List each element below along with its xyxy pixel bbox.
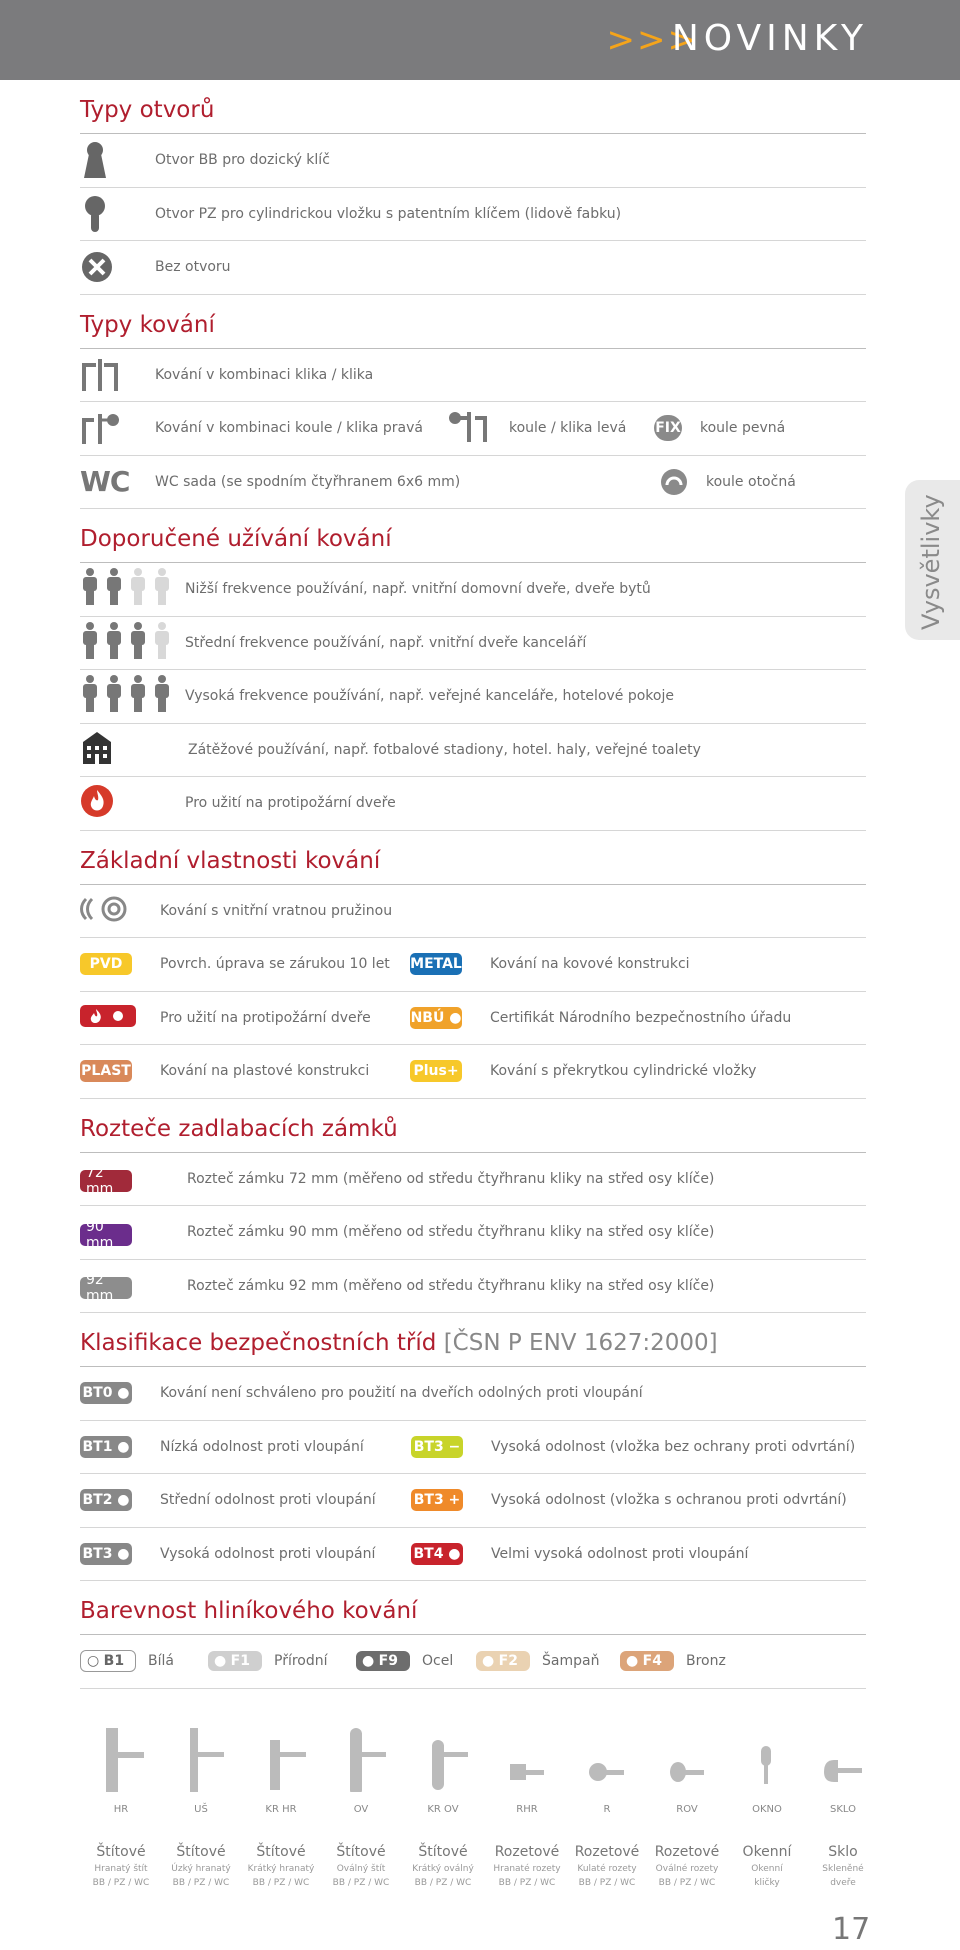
- hardware-name: Rozetové: [574, 1844, 640, 1860]
- hardware-variants: BB / PZ / WC: [92, 1878, 150, 1888]
- list-item: [80, 777, 866, 831]
- no-hole-icon: [80, 250, 114, 284]
- list-item-text: Bez otvoru: [155, 259, 231, 276]
- list-item-text: WC sada (se spodním čtyřhranem 6x6 mm): [155, 473, 461, 490]
- person-icon: [131, 675, 145, 712]
- rosette-square-icon: [486, 1712, 568, 1792]
- fire-icon: [80, 784, 114, 818]
- bt2-badge: BT2 ●: [80, 1489, 132, 1511]
- person-icon: [107, 622, 121, 659]
- list-item-text: Povrch. úprava se zárukou 10 let: [160, 956, 390, 973]
- hardware-desc: Hranaté rozety: [493, 1864, 561, 1874]
- section-usage: [80, 509, 866, 563]
- lever-lever-icon: [80, 357, 120, 393]
- swatch-name: Šampaň: [542, 1653, 600, 1670]
- person-icon: [107, 675, 121, 712]
- bt0-badge: BT0 ●: [80, 1382, 132, 1404]
- section-title: Typy otvorů: [80, 97, 215, 123]
- list-item-text: Rozteč zámku 90 mm (měřeno od středu čtyřhranu kliky na střed osy klíče): [187, 1224, 715, 1241]
- hardware-variants: BB / PZ / WC: [252, 1878, 310, 1888]
- plate-short-square-icon: [240, 1712, 322, 1792]
- hardware-code: RHR: [516, 1804, 538, 1815]
- list-item-text: Rozteč zámku 72 mm (měřeno od středu čtyřhranu kliky na střed osy klíče): [187, 1170, 715, 1187]
- hardware-variants: BB / PZ / WC: [414, 1878, 472, 1888]
- hardware-code: SKLO: [830, 1804, 856, 1815]
- color-swatch-f1: ● F1: [208, 1651, 262, 1671]
- swatch-name: Bílá: [148, 1653, 174, 1670]
- hardware-name: Štítové: [256, 1844, 306, 1860]
- list-item: [80, 885, 866, 939]
- people-icon-group: [80, 674, 176, 714]
- hardware-desc: Oválné rozety: [655, 1864, 719, 1874]
- hardware-desc: Kulaté rozety: [577, 1864, 637, 1874]
- swatch-name: Přírodní: [274, 1653, 328, 1670]
- hardware-name: Štítové: [176, 1844, 226, 1860]
- list-item-text: Nízká odolnost proti vloupání: [160, 1438, 364, 1455]
- hardware-variants: BB / PZ / WC: [172, 1878, 230, 1888]
- hardware-variants: kličky: [754, 1878, 780, 1888]
- plate-oval-icon: [320, 1712, 402, 1792]
- list-item: [80, 992, 866, 1046]
- hardware-code: KR OV: [427, 1804, 459, 1815]
- person-icon: [107, 568, 121, 605]
- section-security: [80, 1313, 866, 1367]
- person-icon: [83, 568, 97, 605]
- hardware-code: R: [603, 1804, 611, 1815]
- list-item: [80, 1367, 866, 1421]
- spring-icon: [80, 895, 136, 923]
- section-title: Doporučené užívání kování: [80, 526, 392, 552]
- list-item-text: Rozteč zámku 92 mm (měřeno od středu čtyřhranu kliky na střed osy klíče): [187, 1277, 715, 1294]
- swatch-name: Ocel: [422, 1653, 454, 1670]
- hardware-variants: BB / PZ / WC: [578, 1878, 636, 1888]
- list-item-text: Kování s vnitřní vratnou pružinou: [160, 902, 393, 919]
- swatch-code: F9: [378, 1653, 398, 1670]
- bt3-plus-badge: BT3 +: [411, 1489, 463, 1511]
- section-hole-types: [80, 80, 866, 134]
- knob-lever-left-icon: [447, 408, 489, 444]
- usage-people-4: [80, 674, 185, 718]
- section-title-sub: [ČSN P ENV 1627:2000]: [443, 1330, 718, 1356]
- hardware-name: Sklo: [828, 1844, 858, 1860]
- person-icon: [155, 622, 169, 659]
- hardware-name: Rozetové: [494, 1844, 560, 1860]
- section-spacing: [80, 1099, 866, 1153]
- list-item: [80, 1421, 866, 1475]
- plate-narrow-icon: [160, 1712, 242, 1792]
- list-item: [80, 938, 866, 992]
- hardware-desc: Okenní: [751, 1864, 783, 1874]
- section-title: [80, 1330, 718, 1356]
- list-item: [80, 1206, 866, 1260]
- plate-short-oval-icon: [402, 1712, 484, 1792]
- hardware-item: [240, 1712, 322, 1888]
- color-swatches: [80, 1635, 866, 1689]
- hardware-variants: BB / PZ / WC: [498, 1878, 556, 1888]
- section-title: Barevnost hliníkového kování: [80, 1598, 418, 1624]
- hardware-code: HR: [113, 1804, 129, 1815]
- plast-badge: PLAST: [80, 1060, 132, 1082]
- list-item: [80, 1260, 866, 1314]
- section-title-main: Klasifikace bezpečnostních tříd: [80, 1330, 437, 1356]
- hardware-code: UŠ: [194, 1804, 208, 1815]
- plus-badge: Plus +: [410, 1060, 462, 1082]
- list-item-text: Kování na kovové konstrukci: [490, 956, 690, 973]
- nbu-badge-label: NBÚ: [410, 1009, 445, 1026]
- hardware-item: [646, 1712, 728, 1888]
- building-icon: [80, 730, 114, 766]
- list-item-text: koule pevná: [700, 420, 786, 437]
- hardware-code: KR HR: [265, 1804, 297, 1815]
- hardware-item: [402, 1712, 484, 1888]
- person-icon: [155, 568, 169, 605]
- hardware-item: [160, 1712, 242, 1888]
- person-icon: [131, 568, 145, 605]
- bt3-label: BT3: [413, 1492, 444, 1509]
- hardware-code: OKNO: [752, 1804, 782, 1815]
- knob-lever-right-icon: [80, 410, 122, 446]
- list-item: [80, 724, 866, 778]
- hardware-item: [320, 1712, 402, 1888]
- side-tab: [905, 480, 960, 640]
- list-item: [80, 1474, 866, 1528]
- list-item-text: Kování v kombinaci koule / klika pravá: [155, 420, 423, 437]
- list-item-text: Otvor PZ pro cylindrickou vložku s patentním klíčem (lidově fabku): [155, 205, 622, 222]
- wc-icon: WC: [80, 465, 130, 499]
- people-icon-group: [80, 567, 176, 607]
- bt4-label: BT4: [413, 1545, 444, 1562]
- page-number: 17: [832, 1912, 871, 1947]
- hardware-item: [726, 1712, 808, 1888]
- hardware-desc: Oválný štít: [336, 1864, 386, 1874]
- color-swatch-f4: ● F4: [620, 1651, 674, 1671]
- list-item-text: Pro užití na protipožární dveře: [160, 1009, 371, 1026]
- list-item: [80, 563, 866, 617]
- usage-people-3: [80, 621, 185, 665]
- list-item-text: Velmi vysoká odolnost proti vloupání: [491, 1545, 749, 1562]
- hardware-item: [486, 1712, 568, 1888]
- list-item-text: Kování není schváleno pro použití na dveřích odolných proti vloupání: [160, 1385, 643, 1402]
- keyhole-pz-icon: [80, 194, 110, 234]
- hardware-desc: Úzký hranatý: [171, 1864, 231, 1874]
- list-item-text: koule otočná: [706, 473, 796, 490]
- list-item: [80, 617, 866, 671]
- hardware-item: [566, 1712, 648, 1888]
- rotating-knob-icon: [660, 468, 688, 496]
- list-item-text: Otvor BB pro dozický klíč: [155, 152, 330, 169]
- fix-badge: FIX: [654, 415, 682, 441]
- list-item-text: Nižší frekvence používání, např. vnitřní domovní dveře, dveře bytů: [185, 581, 651, 598]
- list-item-text: koule / klika levá: [509, 420, 627, 437]
- color-swatch-f9: ● F9: [356, 1651, 410, 1671]
- side-tab-label: Vysvětlivky: [917, 494, 945, 630]
- list-item-text: Vysoká odolnost proti vloupání: [160, 1545, 376, 1562]
- people-icon-group: [80, 621, 176, 661]
- swatch-code: B1: [103, 1653, 125, 1670]
- pvd-badge: PVD: [80, 953, 132, 975]
- header-bar: [0, 0, 960, 80]
- header-title: NOVINKY: [671, 18, 868, 59]
- list-item: [80, 1528, 866, 1582]
- list-item: [80, 1045, 866, 1099]
- list-item-text: Vysoká odolnost (vložka s ochranou proti odvrtání): [491, 1492, 847, 1509]
- hardware-name: Štítové: [96, 1844, 146, 1860]
- color-swatch-b1: ○ B1: [80, 1650, 136, 1672]
- list-item-text: Pro užití na protipožární dveře: [185, 795, 396, 812]
- swatch-code: F4: [642, 1653, 662, 1670]
- list-item-text: Certifikát Národního bezpečnostního úřadu: [490, 1009, 792, 1026]
- keyhole-bb-icon: [80, 140, 110, 180]
- bt2-label: BT2: [82, 1492, 113, 1509]
- hardware-name: Rozetové: [654, 1844, 720, 1860]
- list-item-text: Vysoká frekvence používání, např. veřejné kanceláře, hotelové pokoje: [185, 688, 674, 705]
- color-swatch-f2: ● F2: [476, 1651, 530, 1671]
- spacing-90-badge: 90 mm: [80, 1224, 132, 1246]
- bt4-badge: BT4 ●: [411, 1543, 463, 1565]
- section-fitting-types: [80, 295, 866, 349]
- list-item-text: Střední odolnost proti vloupání: [160, 1492, 376, 1509]
- metal-badge: METAL: [410, 953, 462, 975]
- list-item: [80, 1153, 866, 1207]
- list-item-text: Zátěžové používání, např. fotbalové stadiony, hotel. haly, veřejné toalety: [188, 741, 701, 758]
- list-item-text: Kování s překrytkou cylindrické vložky: [490, 1063, 757, 1080]
- bt1-label: BT1: [82, 1438, 113, 1455]
- person-icon: [83, 622, 97, 659]
- bt3-minus-badge: BT3 −: [411, 1436, 463, 1458]
- header-arrows: >>>: [606, 20, 698, 60]
- usage-people-2: [80, 567, 185, 611]
- list-item: [80, 134, 866, 188]
- list-item: [80, 670, 866, 724]
- list-item-text: Kování v kombinaci klika / klika: [155, 366, 374, 383]
- hardware-item: [802, 1712, 884, 1888]
- rosette-round-icon: [566, 1712, 648, 1792]
- list-item: [80, 188, 866, 242]
- person-icon: [83, 675, 97, 712]
- list-item-text: Kování na plastové konstrukci: [160, 1063, 370, 1080]
- hardware-name: Štítové: [336, 1844, 386, 1860]
- list-item: [80, 241, 866, 295]
- swatch-code: F1: [230, 1653, 250, 1670]
- hardware-desc: Krátký oválný: [412, 1864, 474, 1874]
- hardware-variants: BB / PZ / WC: [658, 1878, 716, 1888]
- hardware-name: Okenní: [742, 1844, 792, 1860]
- nbu-badge: NBÚ ●: [410, 1007, 462, 1029]
- section-title: Typy kování: [80, 311, 215, 338]
- list-item: [80, 402, 866, 456]
- section-title: Základní vlastnosti kování: [80, 847, 381, 874]
- swatch-code: F2: [498, 1653, 518, 1670]
- bt3-label: BT3: [413, 1438, 444, 1455]
- plus-badge-label: Plus: [413, 1063, 447, 1080]
- list-item-text: Vysoká odolnost (vložka bez ochrany proti odvrtání): [491, 1438, 856, 1455]
- hardware-types: [80, 1712, 866, 1902]
- window-handle-icon: [726, 1712, 808, 1792]
- hardware-desc: Skleněné: [822, 1864, 864, 1874]
- section-colors: [80, 1581, 866, 1635]
- legend-content: [80, 80, 866, 1689]
- section-properties: [80, 831, 866, 885]
- person-icon: [155, 675, 169, 712]
- hardware-desc: Krátký hranatý: [247, 1864, 315, 1874]
- person-icon: [131, 622, 145, 659]
- plate-square-icon: [80, 1712, 162, 1792]
- hardware-variants: dveře: [830, 1878, 856, 1888]
- rosette-oval-icon: [646, 1712, 728, 1792]
- bt3-label: BT3: [82, 1545, 113, 1562]
- bt0-label: BT0: [82, 1385, 113, 1402]
- glass-door-handle-icon: [802, 1712, 884, 1792]
- list-item: [80, 456, 866, 510]
- swatch-name: Bronz: [686, 1653, 726, 1670]
- section-title: Rozteče zadlabacích zámků: [80, 1115, 398, 1142]
- hardware-item: [80, 1712, 162, 1888]
- bt1-badge: BT1 ●: [80, 1436, 132, 1458]
- fire-door-badge-icon: [80, 1005, 136, 1027]
- spacing-72-badge: 72 mm: [80, 1170, 132, 1192]
- hardware-name: Štítové: [418, 1844, 468, 1860]
- bt3-badge: BT3 ●: [80, 1543, 132, 1565]
- list-item-text: Střední frekvence používání, např. vnitřní dveře kanceláří: [185, 634, 587, 651]
- hardware-variants: BB / PZ / WC: [332, 1878, 390, 1888]
- list-item: [80, 349, 866, 403]
- hardware-desc: Hranatý štít: [94, 1864, 148, 1874]
- hardware-code: ROV: [676, 1804, 698, 1815]
- spacing-92-badge: 92 mm: [80, 1277, 132, 1299]
- hardware-code: OV: [353, 1804, 369, 1815]
